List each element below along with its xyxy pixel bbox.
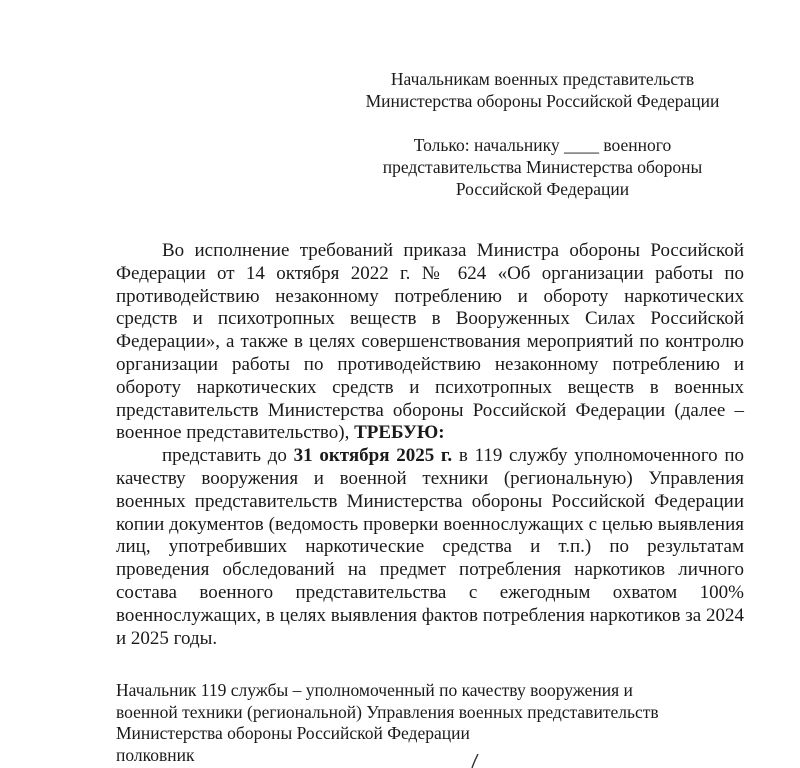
signature-line: Начальник 119 службы – уполномоченный по качеству вооружения и	[116, 680, 633, 700]
body-line: представительств Министерства обороны Российской Федерации (далее –	[116, 399, 744, 421]
body-line: состава военного представительства с ежегодным охватом 100%	[116, 581, 744, 603]
addressee-line: Министерства обороны Российской Федерации	[365, 91, 720, 111]
body-line: проведения обследований на предмет потребления наркотиков личного	[116, 559, 744, 581]
signature-line: военной техники (региональной) Управления военных представительств	[116, 701, 659, 722]
body-line: обороту наркотических средств и психотропных веществ в военных	[116, 376, 744, 398]
body-line: качеству вооружения и военной техники (региональную) Управления	[116, 467, 744, 489]
body-line: военных представительств Министерства обороны Российской Федерации	[116, 490, 744, 512]
body-line: организации работы по противодействию незаконному потреблению и	[116, 353, 744, 375]
copy-to-line: Только: начальнику ____ военного	[413, 135, 672, 155]
signature-mark	[470, 754, 480, 768]
copy-to-block	[300, 134, 785, 200]
body-line: средств и психотропных веществ в Вооруженных Силах Российской	[116, 308, 744, 330]
body-line: лиц, употребивших наркотические средства и т.п.) по результатам	[116, 536, 744, 558]
body-line: военнослужащих, в целях выявления фактов потребления наркотиков за 2024	[116, 604, 744, 626]
body-line-text: представить до	[162, 445, 287, 467]
body-line	[116, 445, 744, 468]
body-line-text: военное представительство),	[116, 422, 350, 444]
signature-line: Министерства обороны Российской Федерации	[116, 723, 470, 743]
addressee-block	[300, 68, 785, 112]
copy-to-line: Российской Федерации	[455, 179, 630, 199]
body-line: и 2025 годы.	[116, 627, 218, 649]
signature-block	[116, 680, 756, 766]
addressee-line: Начальникам военных представительств	[390, 69, 695, 89]
body-line	[116, 422, 744, 445]
body-line-text: в 119 службу уполномоченного по	[458, 445, 745, 467]
body-line: Федерации», а также в целях совершенствования мероприятий по контролю	[116, 331, 744, 353]
signature-rank: полковник	[116, 744, 195, 765]
body-line: копии документов (ведомость проверки военнослужащих с целью выявления	[116, 513, 744, 535]
copy-to-line: представительства Министерства обороны	[382, 157, 703, 177]
body-line: Во исполнение требований приказа Министра обороны Российской	[162, 240, 744, 261]
demand-word: ТРЕБУЮ:	[354, 422, 445, 444]
body-line: противодействию незаконному потреблению и обороту наркотических	[116, 285, 744, 307]
deadline-date: 31 октября 2025 г.	[293, 445, 453, 467]
body-line: Федерации от 14 октября 2022 г. № 624 «Об организации работы по	[116, 262, 744, 284]
document-body	[116, 240, 744, 650]
